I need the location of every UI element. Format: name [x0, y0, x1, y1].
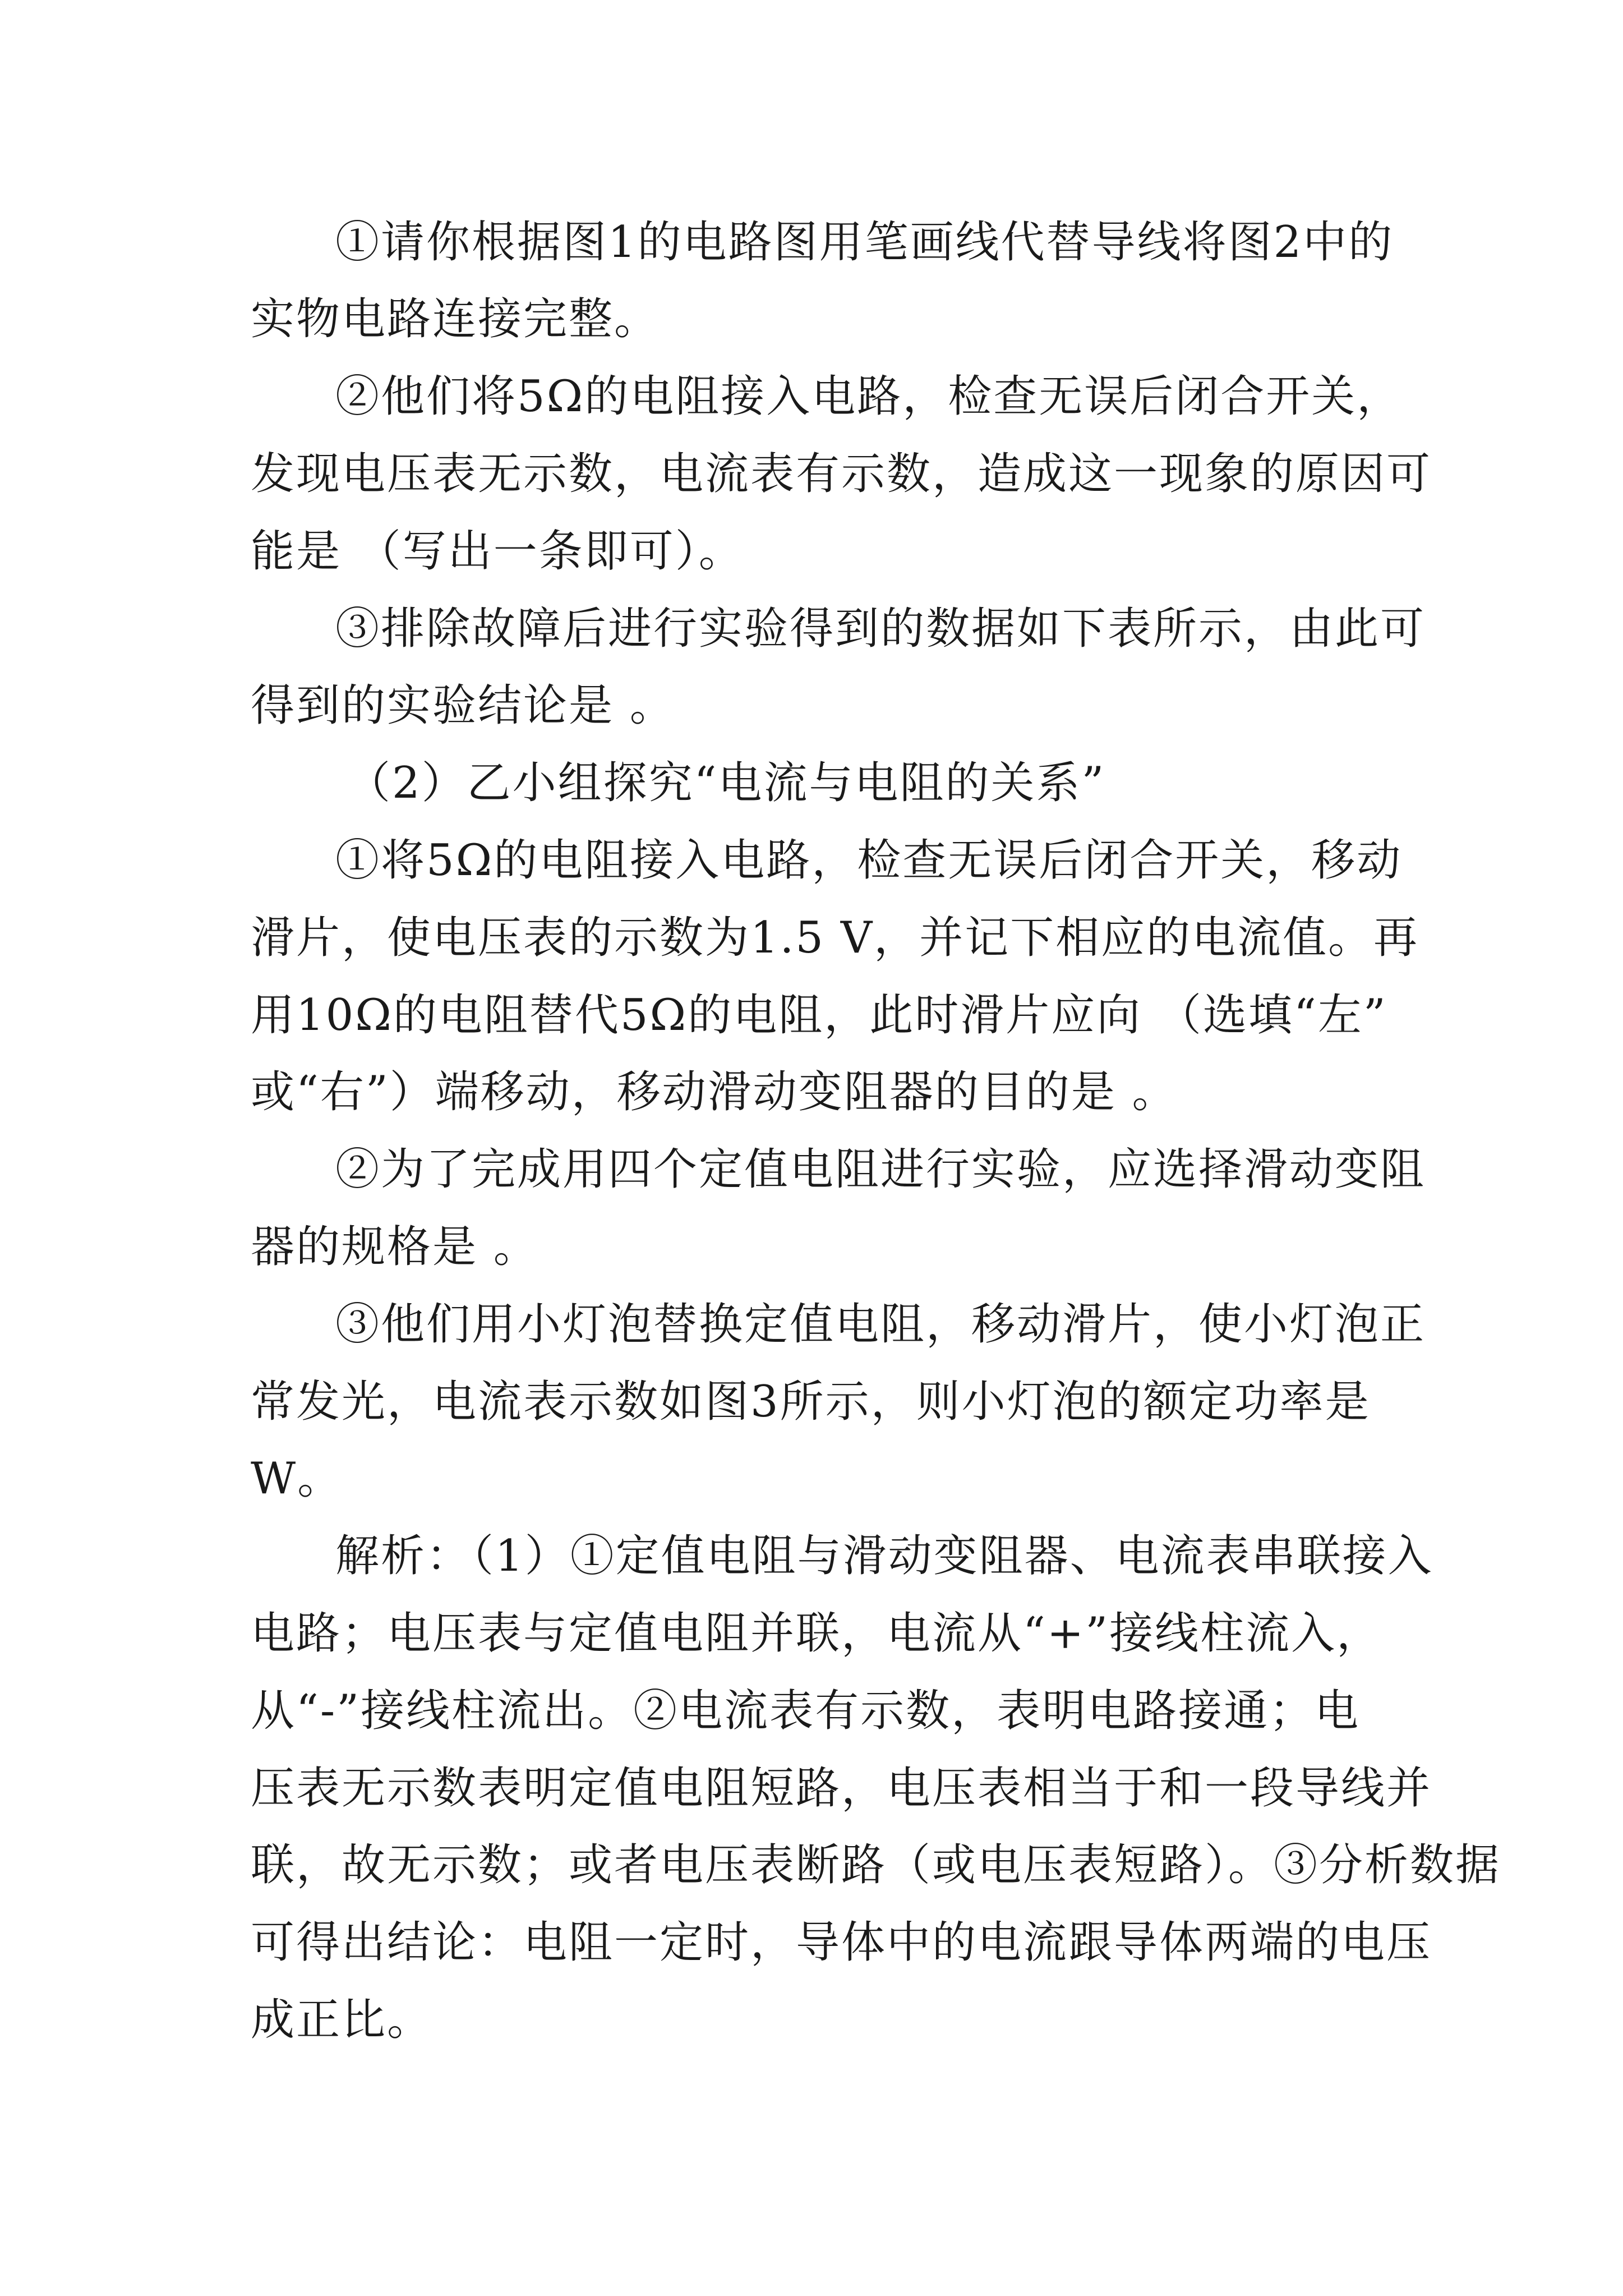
text-line: 能是 （写出一条即可）。 [251, 526, 744, 577]
text-line: 滑片，使电压表的示数为1.5 V，并记下相应的电流值。再 [251, 913, 1419, 963]
text-line: 实物电路连接完整。 [251, 294, 660, 344]
text-line: 常发光，电流表示数如图3所示，则小灯泡的额定功率是 [251, 1377, 1371, 1427]
text-line: 发现电压表无示数，电流表有示数，造成这一现象的原因可 [251, 449, 1432, 499]
text-line: 可得出结论：电阻一定时，导体中的电流跟导体两端的电压 [251, 1917, 1432, 1968]
text-line: ①将5Ω的电阻接入电路，检查无误后闭合开关，移动 [335, 835, 1403, 886]
text-line: ②他们将5Ω的电阻接入电路，检查无误后闭合开关， [335, 371, 1403, 422]
text-line: ①请你根据图1的电路图用笔画线代替导线将图2中的 [335, 217, 1394, 268]
text-line: 成正比。 [251, 1995, 433, 2045]
text-line: ③排除故障后进行实验得到的数据如下表所示，由此可 [335, 604, 1426, 654]
text-line: 得到的实验结论是 。 [251, 680, 675, 731]
text-line: 或“右”）端移动，移动滑动变阻器的目的是 。 [251, 1067, 1178, 1117]
text-line: W。 [251, 1453, 343, 1504]
text-line: （2）乙小组探究“电流与电阻的关系” [347, 758, 1106, 808]
text-line: 用10Ω的电阻替代5Ω的电阻，此时滑片应向 （选填“左” [251, 990, 1387, 1041]
text-line: 联，故无示数；或者电压表断路（或电压表短路）。③分析数据 [251, 1840, 1501, 1890]
text-line: 电路；电压表与定值电阻并联，电流从“+”接线柱流入， [251, 1608, 1382, 1659]
text-line: 压表无示数表明定值电阻短路，电压表相当于和一段导线并 [251, 1763, 1432, 1814]
text-line: ②为了完成用四个定值电阻进行实验，应选择滑动变阻 [335, 1144, 1426, 1195]
text-line: 器的规格是 。 [251, 1222, 539, 1272]
text-line: ③他们用小灯泡替换定值电阻，移动滑片，使小灯泡正 [335, 1299, 1426, 1350]
text-line: 解析：（1）①定值电阻与滑动变阻器、电流表串联接入 [335, 1531, 1433, 1581]
text-line: 从“-”接线柱流出。②电流表有示数，表明电路接通；电 [251, 1686, 1361, 1736]
